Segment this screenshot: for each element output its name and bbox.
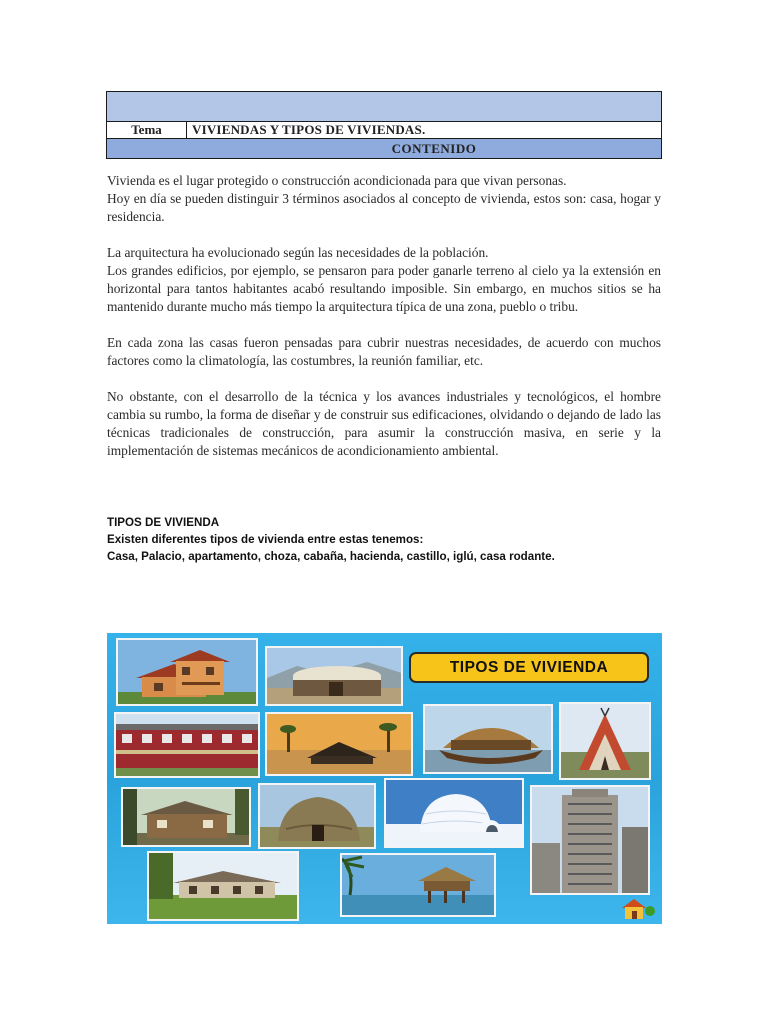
tipos-vivienda-collage <box>107 633 662 924</box>
tipos-list: Casa, Palacio, apartamento, choza, cabaña, hacienda, castillo, iglú, casa rodante. <box>107 550 555 563</box>
paragraph-tecnica: No obstante, con el desarrollo de la técnica y los avances industriales y tecnológicos, el hombre cambia su rumbo, la forma de diseñar y de construir sus edificaciones, olvidando o dejando de lado las técnicas tradicionales de construcción, para asumir la construcción masiva, en serie y la implementación de sistemas mecánicos de acondicionamiento ambiental. <box>107 389 661 458</box>
paragraph-zonas: En cada zona las casas fueron pensadas para cubrir nuestras necesidades, de acuerdo con muchos factores como la climatología, las costumbres, la reunión familiar, etc. <box>107 335 661 368</box>
photo-rascacielos <box>530 785 650 895</box>
photo-yurta <box>265 646 403 706</box>
paragraph-arquitectura: La arquitectura ha evolucionado según las necesidades de la población. Los grandes edificios, por ejemplo, se pensaron para poder ganarle terreno al cielo ya la extensión en horizontal para tantos habitantes acabó resultando imposible. Sin embargo, en muchos sitios se ha mantenido durante mucho más tiempo la arquitectura típica de una zona, pueblo o tribu. <box>107 245 661 314</box>
tipos-title: TIPOS DE VIVIENDA <box>107 516 220 529</box>
photo-iglu <box>384 778 524 848</box>
photo-palafito <box>340 853 496 917</box>
contenido-heading: CONTENIDO <box>107 139 661 158</box>
house-icon <box>620 896 656 920</box>
tema-value: VIVIENDAS Y TIPOS DE VIVIENDAS. <box>192 122 426 137</box>
tema-label: Tema <box>107 122 187 138</box>
photo-tipi <box>559 702 651 780</box>
document-body <box>107 172 661 478</box>
tema-row <box>107 122 661 139</box>
photo-cabana-madera <box>121 787 251 847</box>
tipos-section <box>107 514 667 565</box>
photo-edificio-residencial <box>114 712 260 778</box>
paragraph-vivienda: Vivienda es el lugar protegido o construcción acondicionada para que vivan personas. Hoy en día se pueden distinguir 3 términos asociados al concepto de vivienda, estos son: casa, hogar y residencia. <box>107 173 661 224</box>
photo-carpa-desierto <box>265 712 413 776</box>
header-top-band <box>107 92 661 122</box>
photo-choza <box>258 783 376 849</box>
tipos-vivienda-banner: TIPOS DE VIVIENDA <box>409 652 649 683</box>
header-table <box>106 91 662 159</box>
tipos-intro: Existen diferentes tipos de vivienda entre estas tenemos: <box>107 533 424 546</box>
photo-casa-flotante <box>423 704 553 774</box>
photo-casa <box>116 638 258 706</box>
photo-hacienda <box>147 851 299 921</box>
